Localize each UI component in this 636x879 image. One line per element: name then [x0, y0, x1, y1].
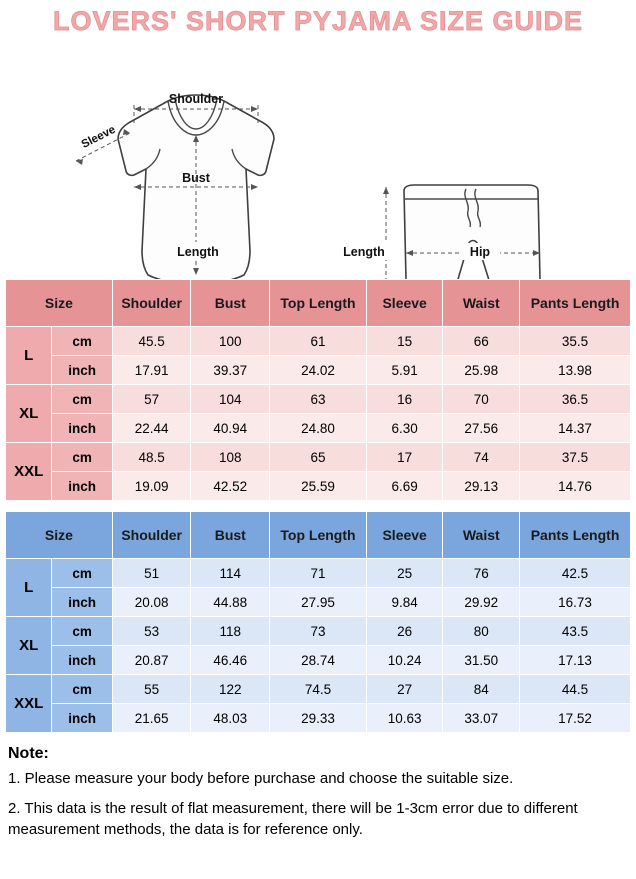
- value-cell: 26: [366, 617, 443, 646]
- table-header-row: [6, 512, 631, 559]
- value-cell: 27.56: [443, 414, 520, 443]
- value-cell: 57: [112, 385, 191, 414]
- value-cell: 13.98: [520, 356, 631, 385]
- col-size: Size: [6, 280, 113, 327]
- value-cell: 6.69: [366, 472, 443, 501]
- value-cell: 19.09: [112, 472, 191, 501]
- value-cell: 84: [443, 675, 520, 704]
- value-cell: 9.84: [366, 588, 443, 617]
- size-cell: XL: [6, 385, 52, 443]
- unit-cell-inch: inch: [52, 414, 112, 443]
- label-shoulder: Shoulder: [168, 92, 224, 106]
- value-cell: 20.87: [112, 646, 191, 675]
- value-cell: 48.5: [112, 443, 191, 472]
- value-cell: 46.46: [191, 646, 270, 675]
- size-cell: L: [6, 327, 52, 385]
- col-bust: Bust: [191, 512, 270, 559]
- value-cell: 66: [443, 327, 520, 356]
- value-cell: 31.50: [443, 646, 520, 675]
- col-shoulder: Shoulder: [112, 280, 191, 327]
- value-cell: 76: [443, 559, 520, 588]
- value-cell: 16.73: [520, 588, 631, 617]
- garment-illustration: [0, 39, 636, 279]
- col-sleeve: Sleeve: [366, 280, 443, 327]
- size-table-pink: [5, 279, 631, 501]
- value-cell: 17: [366, 443, 443, 472]
- value-cell: 55: [112, 675, 191, 704]
- value-cell: 40.94: [191, 414, 270, 443]
- value-cell: 29.33: [270, 704, 367, 733]
- value-cell: 104: [191, 385, 270, 414]
- note-line-2: 2. This data is the result of flat measurement, there will be 1-3cm error due to different measurement methods, the data is for reference only.: [8, 800, 578, 839]
- value-cell: 14.37: [520, 414, 631, 443]
- value-cell: 70: [443, 385, 520, 414]
- shorts-figure: [340, 185, 540, 279]
- unit-cell-cm: cm: [52, 617, 112, 646]
- label-hip: Hip: [469, 245, 491, 259]
- value-cell: 44.88: [191, 588, 270, 617]
- table-row: [6, 588, 631, 617]
- value-cell: 44.5: [520, 675, 631, 704]
- value-cell: 122: [191, 675, 270, 704]
- value-cell: 63: [270, 385, 367, 414]
- value-cell: 24.02: [270, 356, 367, 385]
- tshirt-figure: [76, 92, 274, 279]
- value-cell: 36.5: [520, 385, 631, 414]
- value-cell: 6.30: [366, 414, 443, 443]
- label-sleeve: Sleeve: [79, 123, 118, 151]
- value-cell: 16: [366, 385, 443, 414]
- value-cell: 33.07: [443, 704, 520, 733]
- unit-cell-inch: inch: [52, 704, 112, 733]
- col-top-length: Top Length: [270, 280, 367, 327]
- value-cell: 61: [270, 327, 367, 356]
- table-row: [6, 356, 631, 385]
- value-cell: 5.91: [366, 356, 443, 385]
- unit-cell-cm: cm: [52, 385, 112, 414]
- value-cell: 25.59: [270, 472, 367, 501]
- col-pants-length: Pants Length: [520, 280, 631, 327]
- value-cell: 65: [270, 443, 367, 472]
- unit-cell-inch: inch: [52, 588, 112, 617]
- value-cell: 74.5: [270, 675, 367, 704]
- value-cell: 17.91: [112, 356, 191, 385]
- size-cell: XXL: [6, 675, 52, 733]
- unit-cell-cm: cm: [52, 675, 112, 704]
- value-cell: 51: [112, 559, 191, 588]
- value-cell: 39.37: [191, 356, 270, 385]
- value-cell: 25: [366, 559, 443, 588]
- unit-cell-inch: inch: [52, 472, 112, 501]
- value-cell: 27.95: [270, 588, 367, 617]
- value-cell: 43.5: [520, 617, 631, 646]
- col-sleeve: Sleeve: [366, 512, 443, 559]
- table-row: [6, 327, 631, 356]
- value-cell: 108: [191, 443, 270, 472]
- value-cell: 71: [270, 559, 367, 588]
- value-cell: 10.24: [366, 646, 443, 675]
- value-cell: 21.65: [112, 704, 191, 733]
- col-shoulder: Shoulder: [112, 512, 191, 559]
- value-cell: 73: [270, 617, 367, 646]
- col-waist: Waist: [443, 280, 520, 327]
- col-waist: Waist: [443, 512, 520, 559]
- table-row: [6, 675, 631, 704]
- table-row: [6, 704, 631, 733]
- value-cell: 29.92: [443, 588, 520, 617]
- value-cell: 25.98: [443, 356, 520, 385]
- unit-cell-cm: cm: [52, 559, 112, 588]
- table-row: [6, 385, 631, 414]
- value-cell: 10.63: [366, 704, 443, 733]
- size-table-blue: [5, 511, 631, 733]
- value-cell: 17.13: [520, 646, 631, 675]
- col-top-length: Top Length: [270, 512, 367, 559]
- value-cell: 74: [443, 443, 520, 472]
- value-cell: 17.52: [520, 704, 631, 733]
- note-line-1: 1. Please measure your body before purchase and choose the suitable size.: [8, 769, 514, 787]
- table-row: [6, 646, 631, 675]
- value-cell: 20.08: [112, 588, 191, 617]
- unit-cell-inch: inch: [52, 646, 112, 675]
- value-cell: 42.52: [191, 472, 270, 501]
- value-cell: 15: [366, 327, 443, 356]
- table-row: [6, 559, 631, 588]
- value-cell: 48.03: [191, 704, 270, 733]
- value-cell: 114: [191, 559, 270, 588]
- illustration-svg: [0, 39, 636, 279]
- notes-heading: Note:: [8, 745, 49, 762]
- value-cell: 37.5: [520, 443, 631, 472]
- size-cell: XL: [6, 617, 52, 675]
- value-cell: 24.80: [270, 414, 367, 443]
- page-title: LOVERS' SHORT PYJAMA SIZE GUIDE: [53, 6, 583, 36]
- value-cell: 28.74: [270, 646, 367, 675]
- table-row: [6, 617, 631, 646]
- unit-cell-cm: cm: [52, 443, 112, 472]
- unit-cell-cm: cm: [52, 327, 112, 356]
- value-cell: 27: [366, 675, 443, 704]
- size-cell: XXL: [6, 443, 52, 501]
- value-cell: 29.13: [443, 472, 520, 501]
- value-cell: 22.44: [112, 414, 191, 443]
- table-spacer: [0, 501, 636, 511]
- table-header-row: [6, 280, 631, 327]
- table-row: [6, 443, 631, 472]
- label-top-length: Length: [177, 245, 219, 259]
- table-row: [6, 472, 631, 501]
- value-cell: 35.5: [520, 327, 631, 356]
- value-cell: 100: [191, 327, 270, 356]
- label-pants-length: Length: [343, 245, 385, 259]
- value-cell: 118: [191, 617, 270, 646]
- col-bust: Bust: [191, 280, 270, 327]
- value-cell: 14.76: [520, 472, 631, 501]
- value-cell: 42.5: [520, 559, 631, 588]
- value-cell: 80: [443, 617, 520, 646]
- notes-section: [0, 733, 636, 841]
- value-cell: 53: [112, 617, 191, 646]
- size-cell: L: [6, 559, 52, 617]
- table-row: [6, 414, 631, 443]
- unit-cell-inch: inch: [52, 356, 112, 385]
- label-bust: Bust: [182, 171, 210, 185]
- col-pants-length: Pants Length: [520, 512, 631, 559]
- col-size: Size: [6, 512, 113, 559]
- value-cell: 45.5: [112, 327, 191, 356]
